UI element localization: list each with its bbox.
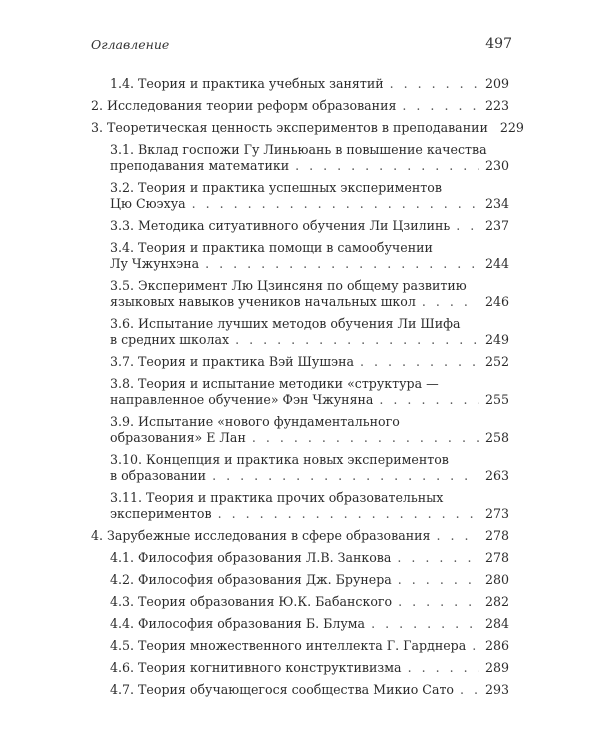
toc-entry [91,572,509,588]
toc-entry-title-line: 3. Теоретическая ценность экспериментов в преподавании [91,120,488,135]
page-header [91,37,512,57]
toc-entry-page: 284 [484,616,509,631]
toc-entry-row [110,506,509,522]
dot-leader [402,98,479,114]
toc-entry-title-line: 3.2. Теория и практика успешных экспериментов [110,180,442,195]
toc-entry-row [91,98,509,114]
toc-entry [91,452,509,484]
toc-entry-title-line: 3.7. Теория и практика Вэй Шушэна [110,354,354,369]
dot-leader [472,638,479,654]
toc-entry-row [110,218,509,234]
toc-entry-page: 209 [484,76,509,91]
dot-leader [218,506,479,522]
toc-entry-row [91,120,524,136]
toc-entry-page: 229 [499,120,524,135]
dot-leader [295,158,479,174]
toc-entry-title-line: 4.1. Философия образования Л.В. Занкова [110,550,392,565]
toc-entry-page: 252 [484,354,509,369]
toc-entry-row [110,616,509,632]
toc-entry-row [110,354,509,370]
toc-entry-title-line: 4.6. Теория когнитивного конструктивизма [110,660,402,675]
toc-entry-row [91,528,509,544]
toc-entry-page: 293 [484,682,509,697]
toc-entry-row [110,468,509,484]
toc-entry [91,120,524,136]
toc-entry [91,682,509,698]
dot-leader [205,256,479,272]
running-head: Оглавление [91,37,170,52]
dot-leader [379,392,479,408]
dot-leader [398,572,479,588]
toc-entry-page: 263 [484,468,509,483]
toc-entry-page: 258 [484,430,509,445]
toc-entry-page: 223 [484,98,509,113]
toc-entry-title-line: Цю Сюэхуа [110,196,186,211]
toc-entry-row [110,196,509,212]
toc-entry-title-line: 4.2. Философия образования Дж. Брунера [110,572,392,587]
toc-entry [91,660,509,676]
toc-entry-title-line: образования» Е Лан [110,430,246,445]
toc-entry-page: 230 [484,158,509,173]
toc-entry-page: 286 [484,638,509,653]
toc-entry-title-line: 4.3. Теория образования Ю.К. Бабанского [110,594,393,609]
toc-entry-title-line: 4.4. Философия образования Б. Блума [110,616,366,631]
toc-entry-row [110,572,509,588]
toc-entry-page: 237 [484,218,509,233]
toc-entry [91,550,509,566]
toc-entry [91,638,509,654]
dot-leader [252,430,479,446]
toc-entry-title-line: 3.11. Теория и практика прочих образовательных [110,490,444,505]
dot-leader [235,332,479,348]
dot-leader [456,218,479,234]
dot-leader [398,594,479,610]
toc-entry [91,528,509,544]
dot-leader [422,294,479,310]
dot-leader [436,528,478,544]
toc-entry-page: 278 [484,528,509,543]
toc-entry-row [110,392,509,408]
toc-entry-title-line: преподавания математики [110,158,290,173]
toc-entry-page: 280 [484,572,509,587]
toc-entry-title-line: 3.1. Вклад госпожи Гу Линьюань в повышение качества [110,142,487,157]
toc-entry-page: 278 [484,550,509,565]
dot-leader [192,196,479,212]
toc-entry [91,594,509,610]
dot-leader [390,76,479,92]
toc-entry-row [110,638,509,654]
toc-entry [91,316,509,348]
toc-entry-title-line: 3.4. Теория и практика помощи в самообучении [110,240,433,255]
toc-entry [91,376,509,408]
toc-entry-row [110,594,509,610]
toc-entry-row [110,682,509,698]
toc-entry [91,490,509,522]
toc-entry-title-line: 4.5. Теория множественного интеллекта Г. Гарднера [110,638,467,653]
toc-entry [91,354,509,370]
toc-entry-page: 246 [484,294,509,309]
toc-entry-row [110,660,509,676]
toc-entry-row [110,550,509,566]
page-number: 497 [485,36,512,52]
toc-entry [91,142,509,174]
toc-entry-title-line: 3.3. Методика ситуативного обучения Ли Цзилинь [110,218,451,233]
dot-leader [371,616,479,632]
toc-entry-row [110,256,509,272]
toc-entry [91,616,509,632]
toc-entry-title-line: экспериментов [110,506,212,521]
toc-entry-row [110,76,509,92]
toc-entry-title-line: языковых навыков учеников начальных школ [110,294,416,309]
toc-entry-page: 234 [484,196,509,211]
dot-leader [212,468,479,484]
toc-entry-title-line: Лу Чжунхэна [110,256,200,271]
toc-entry-title-line: 3.10. Концепция и практика новых экспериментов [110,452,449,467]
toc-entry-page: 282 [484,594,509,609]
toc-entry-title-line: 1.4. Теория и практика учебных занятий [110,76,384,91]
dot-leader [397,550,479,566]
toc-entry-page: 244 [484,256,509,271]
toc-entry-title-line: 2. Исследования теории реформ образования [91,98,397,113]
toc-entry [91,240,509,272]
toc-entry-title-line: 3.5. Эксперимент Лю Цзинсяня по общему развитию [110,278,467,293]
toc-entry-page: 255 [484,392,509,407]
toc-entry-row [110,430,509,446]
toc-entry-title-line: 4. Зарубежные исследования в сфере образования [91,528,431,543]
toc-entry-row [110,294,509,310]
toc-entry-title-line: в средних школах [110,332,230,347]
dot-leader [408,660,479,676]
dot-leader [360,354,479,370]
toc-entry [91,278,509,310]
toc-entry [91,180,509,212]
toc-entry [91,76,509,92]
toc-entry-row [110,158,509,174]
toc-entry-title-line: 4.7. Теория обучающегося сообщества Микио Сато [110,682,455,697]
toc-entry-title-line: в образовании [110,468,207,483]
toc-entry [91,98,509,114]
toc-entry-page: 249 [484,332,509,347]
toc-entry-page: 289 [484,660,509,675]
dot-leader [460,682,479,698]
toc-entry-page: 273 [484,506,509,521]
table-of-contents [91,76,524,704]
toc-entry [91,218,509,234]
toc-entry-title-line: 3.9. Испытание «нового фундаментального [110,414,400,429]
toc-entry-row [110,332,509,348]
toc-entry [91,414,509,446]
toc-entry-title-line: 3.6. Испытание лучших методов обучения Ли Шифа [110,316,461,331]
toc-entry-title-line: 3.8. Теория и испытание методики «структура — [110,376,439,391]
toc-entry-title-line: направленное обучение» Фэн Чжуняна [110,392,374,407]
